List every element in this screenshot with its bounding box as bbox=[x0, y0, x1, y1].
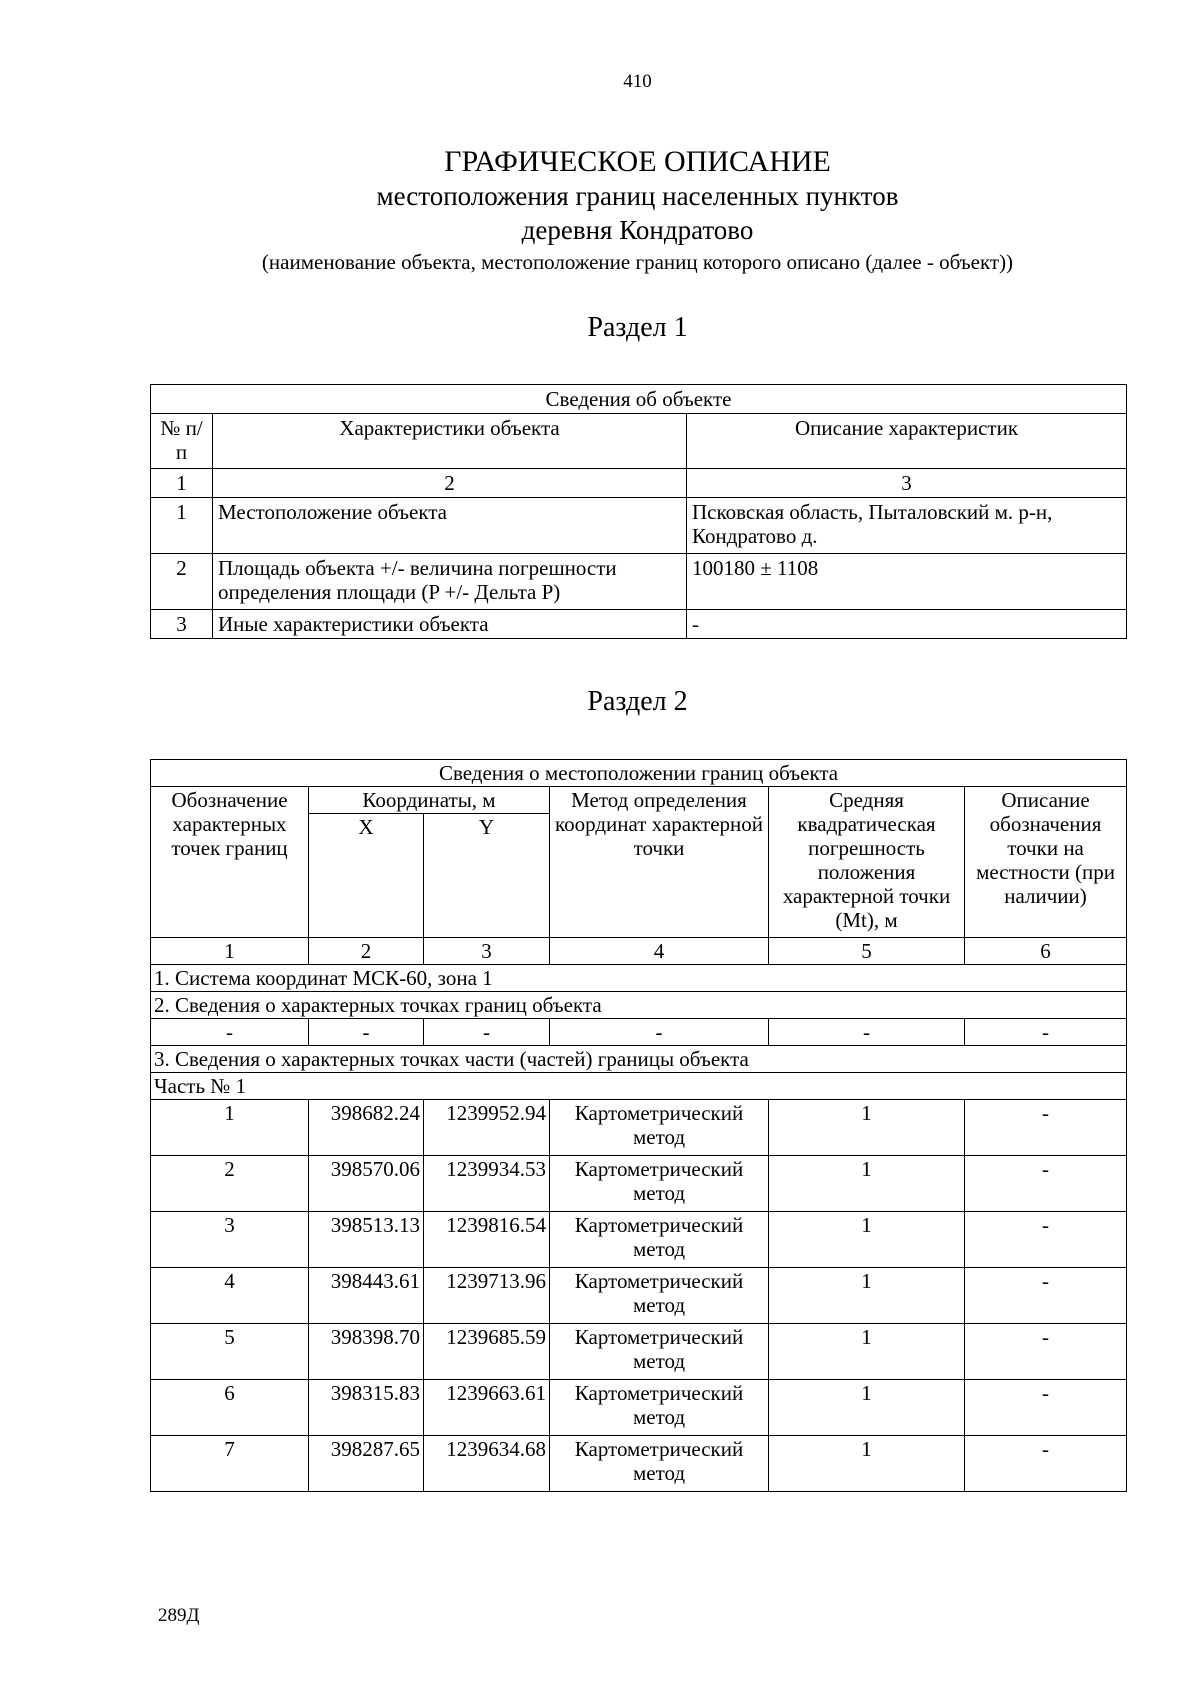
empty-cell: - bbox=[550, 1019, 769, 1046]
row-number: 2 bbox=[151, 554, 213, 610]
coord-y: 1239952.94 bbox=[424, 1100, 550, 1156]
header-description: Описание характеристик bbox=[687, 414, 1127, 469]
table-row bbox=[151, 498, 1127, 554]
empty-cell: - bbox=[965, 1019, 1127, 1046]
point-description: - bbox=[965, 1380, 1127, 1436]
points-heading: 2. Сведения о характерных точках границ объекта bbox=[151, 992, 1127, 1019]
document-title: ГРАФИЧЕСКОЕ ОПИСАНИЕ bbox=[444, 145, 831, 178]
point-description: - bbox=[965, 1268, 1127, 1324]
col-number: 3 bbox=[687, 469, 1127, 498]
boundary-table-caption: Сведения о местоположении границ объекта bbox=[151, 760, 1127, 787]
section2-title: Раздел 2 bbox=[587, 686, 688, 717]
error: 1 bbox=[769, 1156, 965, 1212]
coord-x: 398570.06 bbox=[309, 1156, 424, 1212]
document-subtitle: местоположения границ населенных пунктов bbox=[376, 181, 899, 211]
error: 1 bbox=[769, 1212, 965, 1268]
table-row bbox=[151, 1324, 1127, 1380]
coord-y: 1239685.59 bbox=[424, 1324, 550, 1380]
characteristic-name: Площадь объекта +/- величина погрешности определения площади (P +/- Дельта P) bbox=[213, 554, 687, 610]
error: 1 bbox=[769, 1268, 965, 1324]
table-row bbox=[151, 1268, 1127, 1324]
table-row bbox=[151, 1380, 1127, 1436]
empty-cell: - bbox=[151, 1019, 309, 1046]
header-number: № п/п bbox=[151, 414, 213, 469]
document-header bbox=[0, 145, 1200, 275]
table-row bbox=[151, 1156, 1127, 1212]
point-description: - bbox=[965, 1436, 1127, 1492]
error: 1 bbox=[769, 1380, 965, 1436]
error: 1 bbox=[769, 1100, 965, 1156]
coord-y: 1239934.53 bbox=[424, 1156, 550, 1212]
header-error: Средняя квадратическая погрешность положения характерной точки (Mt), м bbox=[769, 787, 965, 938]
coord-y: 1239663.61 bbox=[424, 1380, 550, 1436]
coord-x: 398443.61 bbox=[309, 1268, 424, 1324]
coord-x: 398682.24 bbox=[309, 1100, 424, 1156]
coord-x: 398315.83 bbox=[309, 1380, 424, 1436]
object-caption: (наименование объекта, местоположение границ которого описано (далее - объект)) bbox=[261, 250, 1014, 274]
header-y: Y bbox=[424, 814, 550, 938]
row-number: 1 bbox=[151, 498, 213, 554]
col-number: 6 bbox=[965, 938, 1127, 965]
point-description: - bbox=[965, 1100, 1127, 1156]
table-row bbox=[151, 610, 1127, 639]
characteristic-value: 100180 ± 1108 bbox=[687, 554, 1127, 610]
empty-row bbox=[151, 1019, 1127, 1046]
object-info-table bbox=[150, 384, 1127, 639]
header-x: X bbox=[309, 814, 424, 938]
table-row bbox=[151, 1100, 1127, 1156]
error: 1 bbox=[769, 1324, 965, 1380]
point-number: 6 bbox=[151, 1380, 309, 1436]
characteristic-name: Местоположение объекта bbox=[213, 498, 687, 554]
empty-cell: - bbox=[309, 1019, 424, 1046]
page-number: 410 bbox=[623, 71, 652, 92]
point-number: 1 bbox=[151, 1100, 309, 1156]
point-number: 5 bbox=[151, 1324, 309, 1380]
point-description: - bbox=[965, 1156, 1127, 1212]
section1-title: Раздел 1 bbox=[587, 312, 688, 343]
point-description: - bbox=[965, 1324, 1127, 1380]
point-number: 2 bbox=[151, 1156, 309, 1212]
characteristic-value: - bbox=[687, 610, 1127, 639]
method: Картометрический метод bbox=[550, 1324, 769, 1380]
characteristic-value: Псковская область, Пыталовский м. р-н, Кондратово д. bbox=[687, 498, 1127, 554]
coord-y: 1239713.96 bbox=[424, 1268, 550, 1324]
empty-cell: - bbox=[769, 1019, 965, 1046]
point-number: 4 bbox=[151, 1268, 309, 1324]
method: Картометрический метод bbox=[550, 1156, 769, 1212]
header-method: Метод определения координат характерной точки bbox=[550, 787, 769, 938]
object-info-caption: Сведения об объекте bbox=[151, 385, 1127, 414]
header-point-description: Описание обозначения точки на местности (при наличии) bbox=[965, 787, 1127, 938]
coord-x: 398287.65 bbox=[309, 1436, 424, 1492]
table-row bbox=[151, 554, 1127, 610]
empty-cell: - bbox=[424, 1019, 550, 1046]
error: 1 bbox=[769, 1436, 965, 1492]
method: Картометрический метод bbox=[550, 1212, 769, 1268]
point-number: 7 bbox=[151, 1436, 309, 1492]
characteristic-name: Иные характеристики объекта bbox=[213, 610, 687, 639]
col-number: 2 bbox=[309, 938, 424, 965]
table-row bbox=[151, 1436, 1127, 1492]
col-number: 1 bbox=[151, 938, 309, 965]
coord-y: 1239816.54 bbox=[424, 1212, 550, 1268]
header-characteristics: Характеристики объекта bbox=[213, 414, 687, 469]
part-label: Часть № 1 bbox=[151, 1073, 1127, 1100]
col-number: 5 bbox=[769, 938, 965, 965]
col-number: 1 bbox=[151, 469, 213, 498]
col-number: 3 bbox=[424, 938, 550, 965]
method: Картометрический метод bbox=[550, 1268, 769, 1324]
point-number: 3 bbox=[151, 1212, 309, 1268]
coordinate-system: 1. Система координат МСК-60, зона 1 bbox=[151, 965, 1127, 992]
parts-heading: 3. Сведения о характерных точках части (частей) границы объекта bbox=[151, 1046, 1127, 1073]
object-name: деревня Кондратово bbox=[521, 215, 754, 245]
table-row bbox=[151, 1212, 1127, 1268]
header-coordinates: Координаты, м bbox=[309, 787, 550, 814]
method: Картометрический метод bbox=[550, 1436, 769, 1492]
header-points: Обозначение характерных точек границ bbox=[151, 787, 309, 938]
col-number: 2 bbox=[213, 469, 687, 498]
method: Картометрический метод bbox=[550, 1100, 769, 1156]
point-description: - bbox=[965, 1212, 1127, 1268]
footer-code: 289Д bbox=[158, 1605, 200, 1626]
coord-x: 398398.70 bbox=[309, 1324, 424, 1380]
coord-x: 398513.13 bbox=[309, 1212, 424, 1268]
boundary-points-table bbox=[150, 759, 1127, 1492]
col-number: 4 bbox=[550, 938, 769, 965]
method: Картометрический метод bbox=[550, 1380, 769, 1436]
coord-y: 1239634.68 bbox=[424, 1436, 550, 1492]
row-number: 3 bbox=[151, 610, 213, 639]
